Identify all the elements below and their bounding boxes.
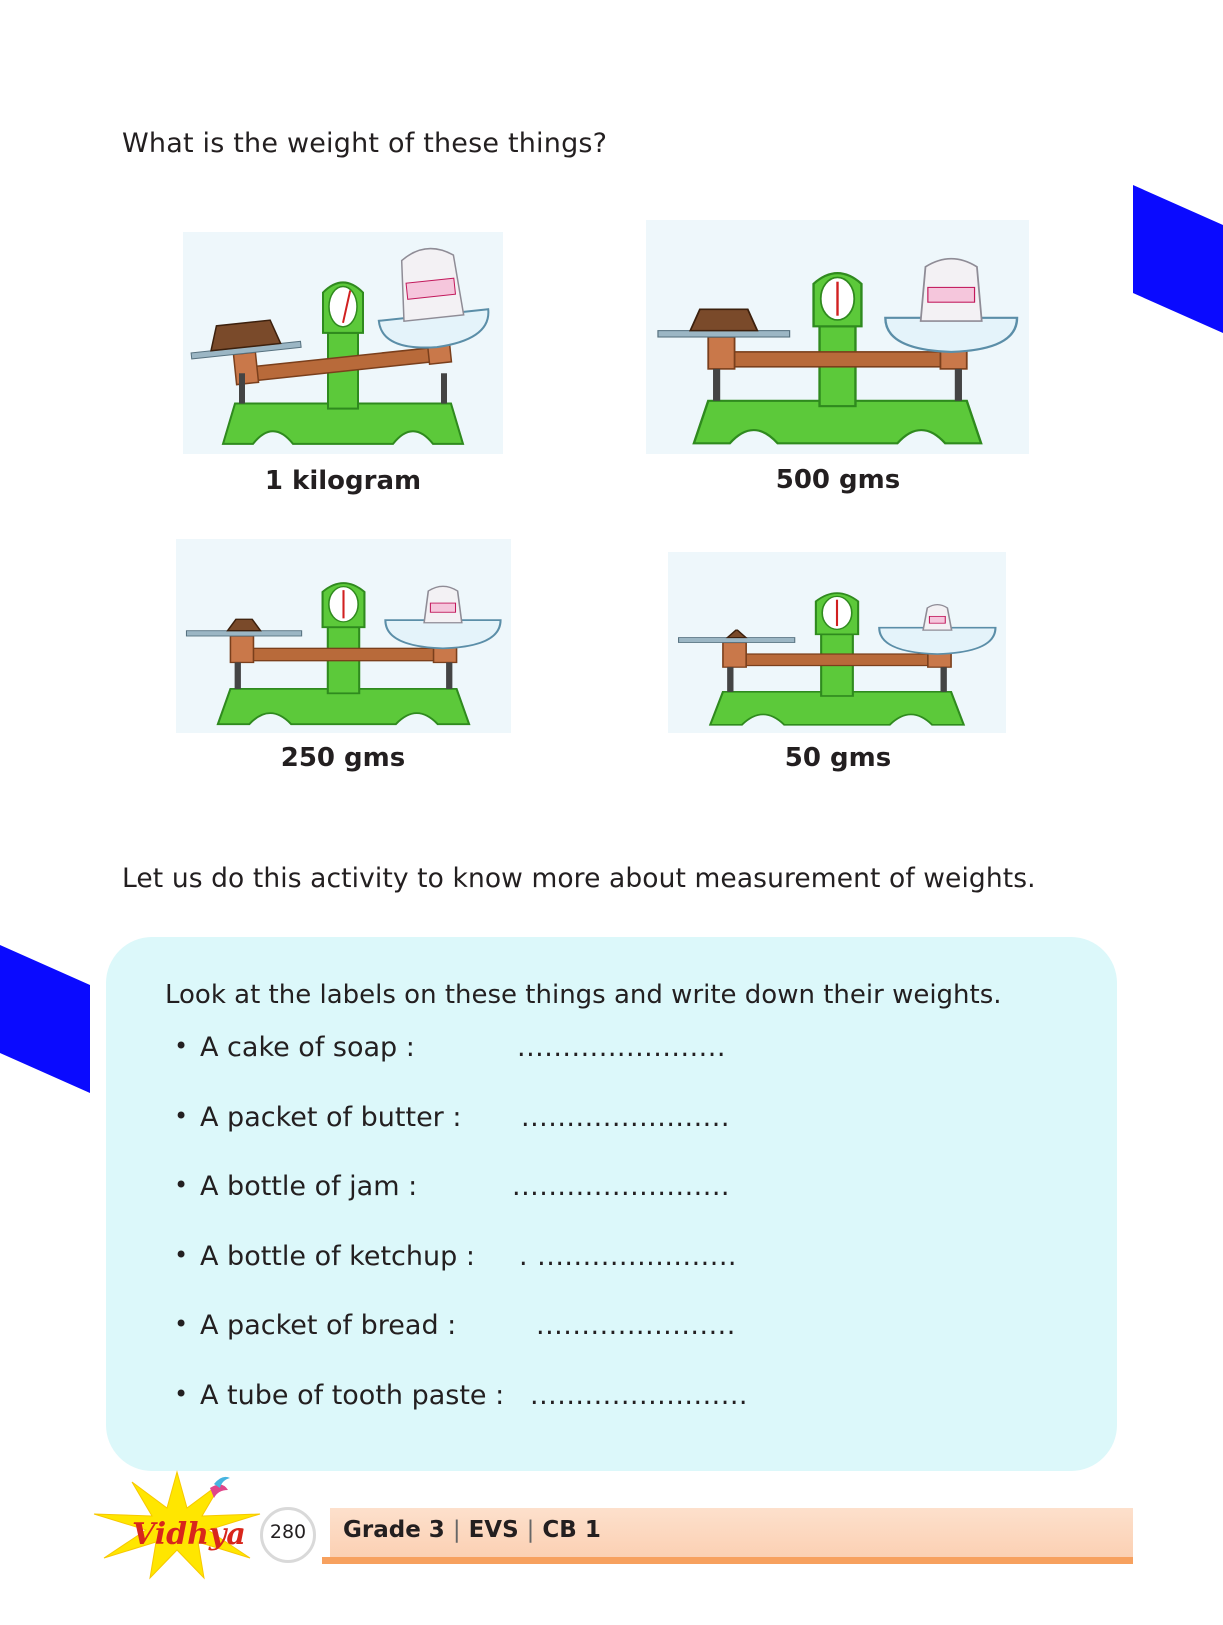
list-item: [174, 1241, 1074, 1311]
answer-blank[interactable]: . ......................: [519, 1240, 737, 1272]
list-item: [174, 1102, 1074, 1172]
answer-blank[interactable]: .......................: [517, 1032, 726, 1063]
right-foot-post: [446, 662, 452, 688]
balance-scale-icon: [176, 539, 511, 733]
sugar-label: [430, 603, 455, 612]
weight-block: [727, 630, 745, 637]
scale-caption-250g: 250 gms: [280, 743, 406, 773]
bullet: •: [174, 1379, 189, 1408]
list-item: [174, 1310, 1074, 1380]
sugar-label: [928, 287, 975, 302]
weight-block: [690, 309, 757, 330]
footer-course-info: [343, 1517, 601, 1543]
page-number: 280: [269, 1521, 307, 1543]
item-label: A bottle of ketchup :: [200, 1240, 475, 1272]
left-pan-holder: [723, 643, 746, 668]
item-label: A packet of butter :: [200, 1101, 462, 1133]
answer-blank[interactable]: ........................: [530, 1379, 748, 1411]
footer-underline: [322, 1557, 1133, 1564]
footer-subject: EVS: [468, 1517, 519, 1543]
question-title: What is the weight of these things?: [122, 128, 608, 159]
left-foot-post: [239, 373, 245, 403]
scale-beam: [239, 648, 448, 660]
left-pan-holder: [230, 636, 253, 662]
sugar-label: [929, 616, 945, 623]
left-pan-holder: [234, 352, 259, 384]
scale-image-250g: [176, 539, 511, 733]
item-label: A bottle of jam :: [200, 1171, 418, 1202]
weights-list: [174, 1032, 1074, 1449]
answer-blank[interactable]: .......................: [521, 1101, 730, 1133]
left-foot-post: [727, 667, 733, 692]
scale-caption-500g: 500 gms: [775, 465, 901, 495]
list-item: [174, 1171, 1074, 1241]
left-plate: [186, 631, 301, 636]
vidhya-logo: [92, 1470, 262, 1580]
right-foot-post: [441, 373, 447, 403]
item-label: A packet of bread :: [200, 1310, 457, 1341]
list-item: [174, 1380, 1074, 1450]
right-bowl: [885, 318, 1017, 352]
right-blue-tab: [1133, 185, 1223, 333]
scale-image-500g: [646, 220, 1029, 454]
bullet: •: [174, 1032, 189, 1060]
left-plate: [658, 331, 790, 337]
right-bowl: [879, 628, 995, 654]
scale-caption-50g: 50 gms: [784, 743, 892, 773]
answer-blank[interactable]: ......................: [536, 1310, 736, 1341]
scale-image-1kg: [183, 232, 503, 454]
weight-block: [228, 619, 261, 630]
bullet: •: [174, 1310, 189, 1338]
item-label: A cake of soap :: [200, 1032, 415, 1063]
scale-beam: [718, 352, 957, 367]
balance-scale-icon: [646, 220, 1029, 454]
activity-intro: Let us do this activity to know more about measurement of weights.: [122, 863, 1036, 894]
scale-caption-1kg: 1 kilogram: [264, 466, 422, 496]
left-blue-tab: [0, 945, 90, 1093]
balance-scale-icon: [668, 552, 1006, 733]
answer-blank[interactable]: ........................: [512, 1171, 730, 1202]
left-foot-post: [713, 369, 720, 401]
left-pan-holder: [708, 337, 734, 369]
bullet: •: [174, 1240, 189, 1269]
footer-grade: Grade 3: [343, 1517, 445, 1543]
scale-image-50g: [668, 552, 1006, 733]
balance-scale-icon: [183, 232, 503, 454]
left-foot-post: [235, 662, 241, 688]
scale-base: [694, 401, 981, 444]
left-plate: [679, 638, 795, 643]
item-label: A tube of tooth paste :: [200, 1379, 505, 1411]
bullet: •: [174, 1101, 189, 1130]
footer-book: CB 1: [542, 1517, 601, 1543]
right-foot-post: [941, 667, 947, 692]
activity-heading: Look at the labels on these things and write down their weights.: [165, 980, 1002, 1010]
right-foot-post: [955, 369, 962, 401]
footer-separator: |: [526, 1517, 535, 1543]
bullet: •: [174, 1171, 189, 1199]
list-item: [174, 1032, 1074, 1102]
right-bowl: [385, 620, 500, 648]
scale-beam: [731, 654, 942, 666]
footer-separator: |: [452, 1517, 461, 1543]
logo-text: Vidhya: [132, 1517, 246, 1552]
